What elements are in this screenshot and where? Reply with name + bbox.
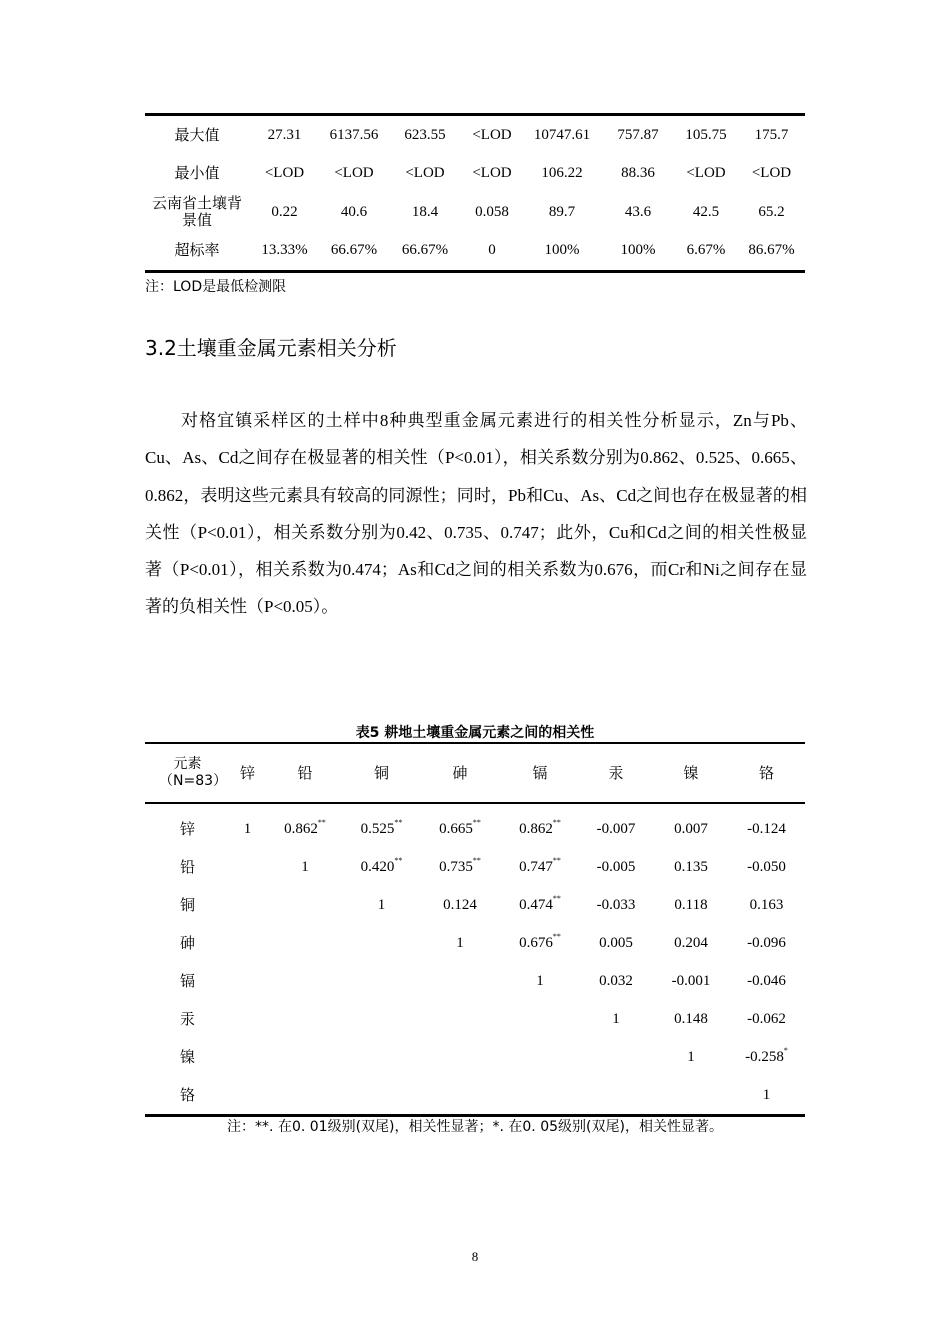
table-cell: 0 (488, 242, 496, 259)
table-cell: 175.7 (754, 126, 789, 143)
table-row (145, 1076, 805, 1116)
correlation-cell (654, 1000, 728, 1038)
table-cell: <LOD (405, 165, 445, 182)
correlation-value: 0.005 (599, 934, 633, 951)
significance-marker: ** (394, 817, 403, 827)
correlation-cell (230, 962, 265, 1000)
correlation-cell (578, 848, 654, 886)
correlation-cell (578, 803, 654, 848)
correlation-cell (345, 1076, 418, 1116)
correlation-cell (345, 848, 418, 886)
page-number: 8 (471, 1249, 479, 1264)
correlation-value: 0.525 (360, 820, 395, 837)
correlation-value: 0.163 (749, 896, 784, 913)
correlation-cell (502, 886, 578, 924)
table-cell: <LOD (472, 165, 512, 182)
row-label: 铅 (179, 857, 195, 876)
correlation-cell (578, 1076, 654, 1116)
correlation-value: 1 (456, 934, 464, 951)
correlation-cell (418, 803, 502, 848)
row-label: 锌 (179, 819, 195, 838)
table-cell: 106.22 (541, 165, 583, 182)
column-header: 铜 (345, 743, 418, 803)
correlation-value: 0.747 (519, 858, 553, 875)
table-note: 注：**. 在0. 01级别(双尾)，相关性显著；*. 在0. 05级别(双尾)，相关性显著。 (227, 1119, 723, 1135)
correlation-cell (265, 803, 345, 848)
correlation-cell (418, 924, 502, 962)
correlation-cell (230, 1076, 265, 1116)
column-header: 砷 (418, 743, 502, 803)
table-cell: 18.4 (411, 203, 439, 220)
significance-marker: ** (472, 855, 481, 865)
table-cell: 10747.61 (533, 126, 591, 143)
correlation-value: -0.124 (747, 820, 786, 837)
correlation-cell (418, 1038, 502, 1076)
row-label: 最小值 (174, 164, 220, 183)
table-row (145, 232, 805, 272)
table-cell: 43.6 (624, 203, 652, 220)
correlation-value: -0.046 (747, 972, 786, 989)
row-label: 砷 (179, 933, 195, 952)
correlation-cell (265, 924, 345, 962)
correlation-value: -0.062 (747, 1010, 786, 1027)
table-cell: <LOD (334, 165, 374, 182)
correlation-cell (502, 803, 578, 848)
table-cell: 89.7 (548, 203, 576, 220)
correlation-cell (654, 886, 728, 924)
correlation-value: 0.862 (284, 820, 318, 837)
table-row (145, 115, 805, 155)
table-cell: 40.6 (340, 203, 368, 220)
table-cell: 66.67% (401, 242, 449, 259)
correlation-cell (418, 848, 502, 886)
correlation-value: 1 (377, 896, 386, 913)
correlation-cell (418, 962, 502, 1000)
correlation-cell (502, 924, 578, 962)
correlation-cell (265, 1076, 345, 1116)
correlation-value: 0.665 (439, 820, 473, 837)
table-cell: 757.87 (617, 126, 659, 143)
significance-marker: * (783, 1045, 788, 1055)
significance-marker: ** (472, 817, 481, 827)
correlation-value: 0.148 (674, 1010, 708, 1027)
correlation-value: -0.005 (596, 858, 636, 875)
correlation-value: -0.001 (671, 972, 711, 989)
correlation-cell (265, 886, 345, 924)
row-label: 最大值 (174, 125, 220, 144)
correlation-cell (502, 962, 578, 1000)
correlation-cell (502, 1076, 578, 1116)
column-header: 镉 (502, 743, 578, 803)
correlation-value: 0.007 (674, 820, 708, 837)
row-label: 汞 (179, 1009, 195, 1028)
table-cell: 13.33% (261, 242, 308, 259)
correlation-cell (728, 886, 805, 924)
significance-marker: ** (552, 855, 561, 865)
correlation-value: 1 (687, 1048, 695, 1065)
column-header: 铅 (265, 743, 345, 803)
correlation-value: -0.007 (596, 820, 636, 837)
table-row (145, 962, 805, 1000)
correlation-value: 1 (301, 858, 309, 875)
correlation-cell (230, 886, 265, 924)
correlation-value: -0.033 (596, 896, 636, 913)
correlation-value: 0.676 (519, 934, 553, 951)
correlation-cell (230, 848, 265, 886)
correlation-value: 0.032 (599, 972, 633, 989)
row-label: 超标率 (174, 241, 220, 260)
table-cell: 0.058 (475, 203, 509, 220)
corner-header: 元素（N=83） (145, 743, 230, 803)
correlation-value: 0.420 (360, 858, 395, 875)
table-row (145, 803, 805, 848)
correlation-cell (578, 886, 654, 924)
row-label: 铬 (179, 1085, 195, 1104)
correlation-cell (728, 1000, 805, 1038)
correlation-cell (230, 1000, 265, 1038)
correlation-cell (265, 848, 345, 886)
table-row (145, 848, 805, 886)
column-header: 铬 (728, 743, 805, 803)
correlation-value: -0.258 (745, 1048, 784, 1065)
correlation-cell (345, 924, 418, 962)
correlation-cell (728, 924, 805, 962)
correlation-cell (578, 1038, 654, 1076)
table-cell: 105.75 (685, 126, 727, 143)
table-cell: 86.67% (748, 242, 795, 259)
table-cell: 66.67% (330, 242, 378, 259)
correlation-cell (345, 962, 418, 1000)
table-header-row (145, 743, 805, 803)
correlation-cell (265, 1000, 345, 1038)
column-header: 锌 (230, 743, 265, 803)
table-row (145, 924, 805, 962)
significance-marker: ** (552, 817, 561, 827)
table-row (145, 1038, 805, 1076)
correlation-value: 0.118 (674, 896, 708, 913)
correlation-value: -0.050 (747, 858, 786, 875)
correlation-cell (265, 962, 345, 1000)
significance-marker: ** (394, 855, 403, 865)
correlation-cell (654, 1038, 728, 1076)
correlation-value: 0.862 (519, 820, 553, 837)
table-cell: 27.31 (267, 126, 302, 143)
table-cell: 65.2 (758, 203, 785, 220)
correlation-cell (345, 1038, 418, 1076)
significance-marker: ** (317, 817, 326, 827)
correlation-cell (345, 803, 418, 848)
correlation-value: 1 (762, 1086, 771, 1103)
row-label: 镉 (179, 971, 195, 990)
table-note: 注：LOD是最低检测限 (145, 279, 287, 295)
correlation-value: 1 (536, 972, 544, 989)
table-cell: 100% (544, 242, 580, 259)
table-cell: <LOD (472, 126, 512, 143)
row-label: 镍 (179, 1047, 195, 1066)
table-cell: 88.36 (621, 165, 655, 182)
column-header: 汞 (578, 743, 654, 803)
correlation-value: 0.204 (674, 934, 708, 951)
correlation-cell (654, 924, 728, 962)
correlation-cell (728, 1076, 805, 1116)
correlation-cell (502, 1000, 578, 1038)
table-caption: 表5 耕地土壤重金属元素之间的相关性 (355, 725, 595, 741)
correlation-cell (230, 1038, 265, 1076)
correlation-cell (230, 803, 265, 848)
correlation-cell (728, 1038, 805, 1076)
table-row (145, 1000, 805, 1038)
body-paragraph (145, 402, 807, 626)
correlation-value: 1 (243, 820, 252, 837)
correlation-cell (728, 962, 805, 1000)
correlation-cell (265, 1038, 345, 1076)
correlation-cell (418, 1076, 502, 1116)
table-cell: 623.55 (404, 126, 446, 143)
row-label: 云南省土壤背景值 (151, 194, 242, 230)
correlation-cell (654, 962, 728, 1000)
heavy-metal-stats-table (145, 113, 805, 273)
correlation-cell (578, 1000, 654, 1038)
correlation-cell (578, 962, 654, 1000)
correlation-value: -0.096 (747, 934, 786, 951)
table-cell: 6137.56 (329, 126, 379, 143)
correlation-cell (502, 1038, 578, 1076)
correlation-cell (230, 924, 265, 962)
table-cell: <LOD (686, 165, 726, 182)
correlation-cell (345, 886, 418, 924)
correlation-value: 0.735 (439, 858, 473, 875)
correlation-value: 1 (612, 1010, 620, 1027)
correlation-value: 0.124 (443, 896, 477, 913)
correlation-cell (728, 848, 805, 886)
correlation-cell (578, 924, 654, 962)
correlation-cell (418, 886, 502, 924)
table-row (145, 193, 805, 232)
correlation-cell (502, 848, 578, 886)
section-heading: 3.2土壤重金属元素相关分析 (145, 336, 397, 360)
paragraph-text: 对格宜镇采样区的土样中8种典型重金属元素进行的相关性分析显示，Zn与Pb、Cu、As、Cd之间存在极显著的相关性（P<0.01），相关系数分别为0.862、0.525、0.665、0.862，表明这些元素具有较高的同源性；同时，Pb和Cu、As、Cd之间也存在极显著的相关性（P<0.01），相关系数分别为0.42、0.735、0.747；此外，Cu和Cd之间的相关性极显著（P<0.01），相关系数为0.474；As和Cd之间的相关系数为0.676，而Cr和Ni之间存在显著的负相关性（P<0.05）。 (145, 411, 807, 617)
correlation-cell (418, 1000, 502, 1038)
table-cell: 42.5 (692, 203, 720, 220)
correlation-value: 0.474 (519, 896, 553, 913)
table-cell: <LOD (751, 165, 792, 182)
correlation-cell (345, 1000, 418, 1038)
correlation-value: 0.135 (674, 858, 708, 875)
table-row (145, 886, 805, 924)
table-cell: <LOD (264, 165, 305, 182)
row-label: 铜 (179, 895, 195, 914)
table-cell: 100% (620, 242, 656, 259)
correlation-cell (654, 1076, 728, 1116)
correlation-table (145, 742, 805, 1117)
column-header: 镍 (654, 743, 728, 803)
significance-marker: ** (552, 893, 561, 903)
table-row (145, 155, 805, 194)
table-cell: 0.22 (271, 203, 298, 220)
correlation-cell (728, 803, 805, 848)
significance-marker: ** (552, 931, 561, 941)
correlation-cell (654, 803, 728, 848)
correlation-cell (654, 848, 728, 886)
table-cell: 6.67% (686, 242, 726, 259)
